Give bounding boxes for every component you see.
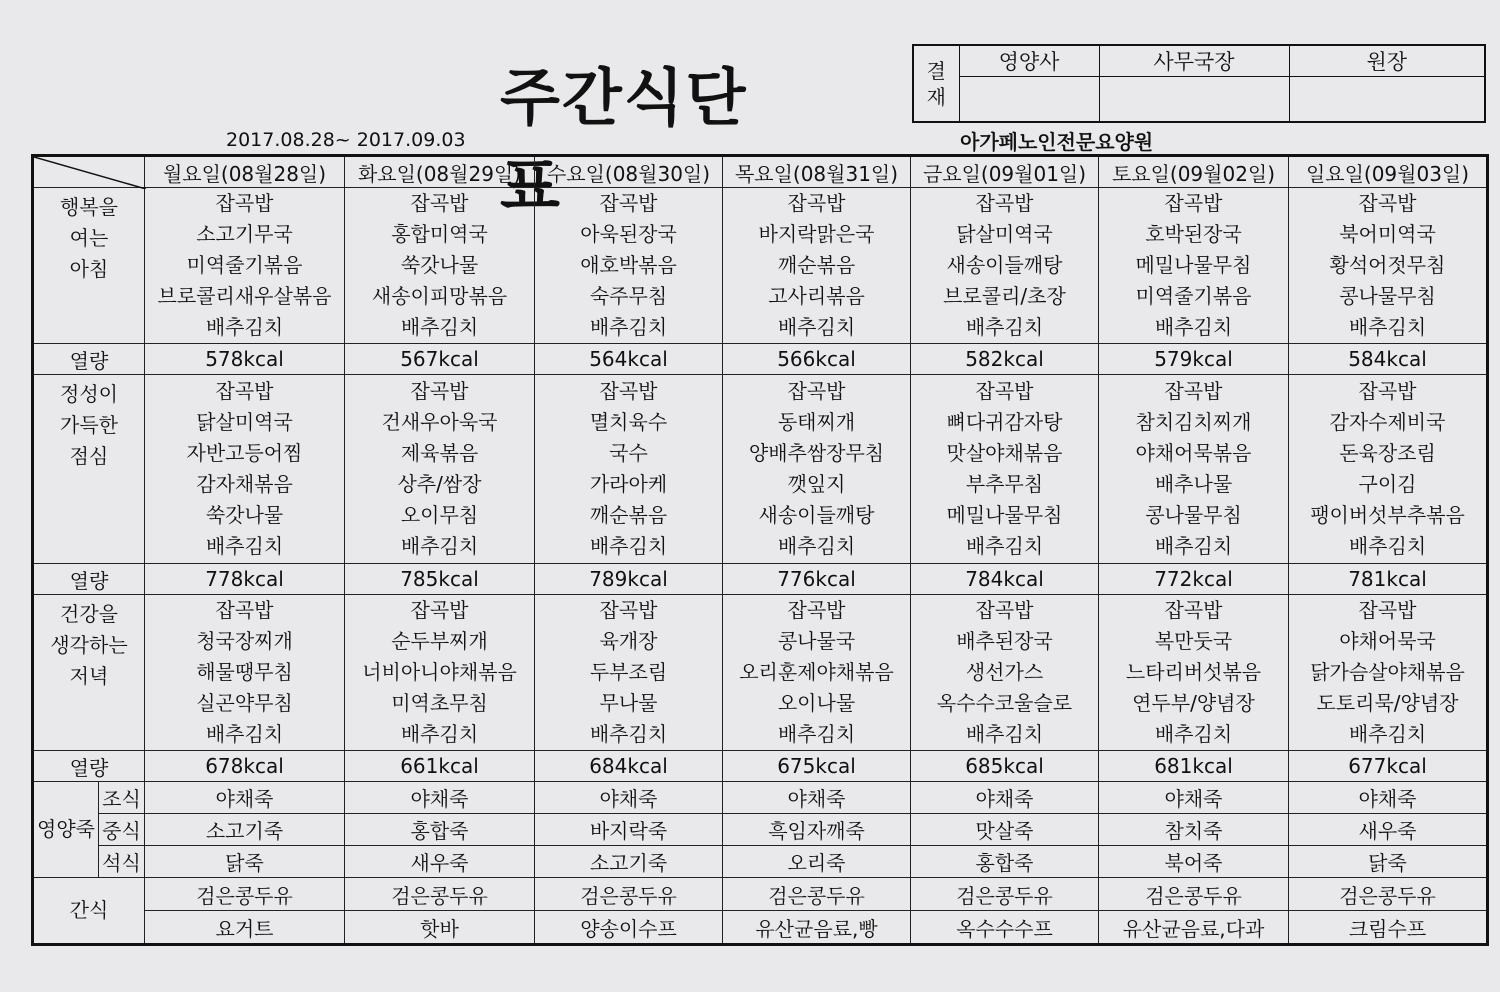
menu-item: 부추무침 <box>965 472 1044 496</box>
porridge-item: 홍합죽 <box>345 814 535 846</box>
menu-item: 바지락맑은국 <box>758 222 875 246</box>
snack-item: 검은콩두유 <box>345 878 535 911</box>
menu-item: 잡곡밥 <box>975 598 1034 622</box>
menu-item: 배추김치 <box>1154 315 1233 339</box>
breakfast-menu-cell <box>1099 188 1289 344</box>
menu-item: 배추김치 <box>1154 534 1233 558</box>
menu-item: 참치김치찌개 <box>1135 410 1252 434</box>
menu-item: 잡곡밥 <box>599 191 658 215</box>
menu-item: 잡곡밥 <box>1358 379 1417 403</box>
day-header: 수요일(08월30일) <box>535 156 723 188</box>
porridge-label: 영양죽 <box>33 782 99 878</box>
menu-item: 메밀나물무침 <box>1135 253 1252 277</box>
day-header: 화요일(08월29일) <box>345 156 535 188</box>
snack-item: 유산균음료,빵 <box>723 911 911 945</box>
calorie-value: 582kcal <box>911 344 1099 375</box>
menu-item: 잡곡밥 <box>410 598 469 622</box>
menu-item: 닭살미역국 <box>196 410 293 434</box>
snack-item: 검은콩두유 <box>1099 878 1289 911</box>
breakfast-menu-cell <box>145 188 345 344</box>
snack-item: 핫바 <box>345 911 535 945</box>
menu-item: 순두부찌개 <box>391 629 488 653</box>
menu-item: 너비아니야채볶음 <box>362 660 517 684</box>
porridge-item: 야채죽 <box>723 782 911 814</box>
porridge-item: 소고기죽 <box>145 814 345 846</box>
menu-item: 미역초무침 <box>391 691 488 715</box>
porridge-item: 맛살죽 <box>911 814 1099 846</box>
calorie-value: 566kcal <box>723 344 911 375</box>
approval-header: 영양사 <box>959 45 1099 77</box>
breakfast-menu-cell <box>535 188 723 344</box>
menu-item: 콩나물국 <box>777 629 856 653</box>
breakfast-calorie-row <box>33 344 1488 375</box>
menu-item: 느타리버섯볶음 <box>1125 660 1262 684</box>
menu-item: 양배추쌈장무침 <box>748 441 885 465</box>
menu-item: 배추김치 <box>589 534 668 558</box>
porridge-item: 흑임자깨죽 <box>723 814 911 846</box>
dinner-label: 건강을 생각하는 저녁 <box>33 595 145 751</box>
porridge-item: 새우죽 <box>345 846 535 878</box>
menu-item: 홍합미역국 <box>391 222 488 246</box>
menu-item: 해물땡무침 <box>196 660 293 684</box>
menu-item: 메밀나물무침 <box>946 503 1063 527</box>
porridge-item: 야채죽 <box>1289 782 1488 814</box>
calorie-value: 567kcal <box>345 344 535 375</box>
menu-item: 배추김치 <box>400 315 479 339</box>
porridge-item: 참치죽 <box>1099 814 1289 846</box>
menu-item: 연두부/양념장 <box>1132 691 1255 715</box>
menu-item: 무나물 <box>599 691 658 715</box>
snack-item: 요거트 <box>145 911 345 945</box>
menu-item: 구이김 <box>1358 472 1417 496</box>
porridge-item: 야채죽 <box>911 782 1099 814</box>
dinner-menu-cell <box>145 595 345 751</box>
snack-row <box>33 911 1488 945</box>
menu-item: 돈육장조림 <box>1339 441 1436 465</box>
approval-box <box>912 44 1486 123</box>
menu-item: 미역줄기볶음 <box>186 253 303 277</box>
calorie-value: 772kcal <box>1099 564 1289 595</box>
menu-item: 잡곡밥 <box>1164 191 1223 215</box>
menu-item: 야채어묵볶음 <box>1135 441 1252 465</box>
dinner-menu-cell <box>1289 595 1488 751</box>
menu-item: 숙주무침 <box>589 284 668 308</box>
calorie-value: 784kcal <box>911 564 1099 595</box>
menu-item: 잡곡밥 <box>975 379 1034 403</box>
day-header: 일요일(09월03일) <box>1289 156 1488 188</box>
menu-item: 가라아케 <box>589 472 668 496</box>
date-range: 2017.08.28~ 2017.09.03 <box>226 129 466 151</box>
lunch-menu-cell <box>723 375 911 564</box>
menu-item: 배추나물 <box>1154 472 1233 496</box>
menu-item: 새송이들깨탕 <box>946 253 1063 277</box>
lunch-menu-cell <box>345 375 535 564</box>
menu-item: 황석어젓무침 <box>1329 253 1446 277</box>
calorie-value: 564kcal <box>535 344 723 375</box>
diagonal-line <box>34 157 146 189</box>
menu-item: 배추김치 <box>965 315 1044 339</box>
porridge-row <box>33 814 1488 846</box>
menu-item: 잡곡밥 <box>787 191 846 215</box>
menu-item: 배추김치 <box>1348 534 1427 558</box>
approval-signature-slot[interactable] <box>959 77 1099 123</box>
calorie-value: 778kcal <box>145 564 345 595</box>
breakfast-menu-cell <box>911 188 1099 344</box>
breakfast-menu-cell <box>345 188 535 344</box>
menu-item: 브로콜리/초장 <box>943 284 1066 308</box>
menu-item: 감자채볶음 <box>196 472 293 496</box>
breakfast-menu-cell <box>723 188 911 344</box>
menu-item: 뼈다귀감자탕 <box>946 410 1063 434</box>
porridge-item: 소고기죽 <box>535 846 723 878</box>
menu-item: 복만둣국 <box>1154 629 1233 653</box>
menu-item: 동태찌개 <box>777 410 856 434</box>
calorie-value: 685kcal <box>911 751 1099 782</box>
menu-item: 잡곡밥 <box>975 191 1034 215</box>
lunch-menu-cell <box>911 375 1099 564</box>
menu-item: 두부조림 <box>589 660 668 684</box>
snack-item: 검은콩두유 <box>1289 878 1488 911</box>
lunch-calorie-row <box>33 564 1488 595</box>
calorie-value: 678kcal <box>145 751 345 782</box>
porridge-item: 바지락죽 <box>535 814 723 846</box>
menu-item: 배추김치 <box>205 722 284 746</box>
menu-item: 잡곡밥 <box>787 379 846 403</box>
menu-item: 멸치육수 <box>589 410 668 434</box>
approval-signature-slot[interactable] <box>1289 77 1485 123</box>
menu-item: 잡곡밥 <box>787 598 846 622</box>
menu-item: 상추/쌈장 <box>397 472 482 496</box>
breakfast-row <box>33 188 1488 344</box>
menu-item: 잡곡밥 <box>410 379 469 403</box>
menu-item: 배추김치 <box>1154 722 1233 746</box>
menu-item: 쑥갓나물 <box>205 503 284 527</box>
menu-item: 쑥갓나물 <box>400 253 479 277</box>
menu-item: 청국장찌개 <box>196 629 293 653</box>
porridge-sublabel: 조식 <box>99 782 145 814</box>
porridge-item: 야채죽 <box>345 782 535 814</box>
dinner-menu-cell <box>723 595 911 751</box>
snack-item: 검은콩두유 <box>723 878 911 911</box>
menu-item: 육개장 <box>599 629 658 653</box>
menu-item: 미역줄기볶음 <box>1135 284 1252 308</box>
porridge-item: 야채죽 <box>145 782 345 814</box>
dinner-row <box>33 595 1488 751</box>
menu-item: 배추김치 <box>965 722 1044 746</box>
menu-item: 닭살미역국 <box>956 222 1053 246</box>
breakfast-menu-cell <box>1289 188 1488 344</box>
menu-item: 북어미역국 <box>1339 222 1436 246</box>
snack-item: 검은콩두유 <box>535 878 723 911</box>
menu-item: 배추김치 <box>205 315 284 339</box>
organization-name: 아가페노인전문요양원 <box>960 130 1154 154</box>
menu-item: 팽이버섯부추볶음 <box>1310 503 1465 527</box>
dinner-menu-cell <box>1099 595 1289 751</box>
menu-item: 닭가슴살야채볶음 <box>1310 660 1465 684</box>
porridge-item: 닭죽 <box>1289 846 1488 878</box>
menu-item: 잡곡밥 <box>1358 598 1417 622</box>
porridge-item: 북어죽 <box>1099 846 1289 878</box>
menu-item: 소고기무국 <box>196 222 293 246</box>
porridge-item: 닭죽 <box>145 846 345 878</box>
porridge-item: 오리죽 <box>723 846 911 878</box>
calorie-label: 열량 <box>33 344 145 375</box>
menu-item: 잡곡밥 <box>215 191 274 215</box>
snack-item: 옥수수수프 <box>911 911 1099 945</box>
corner-diagonal-cell <box>33 156 145 188</box>
menu-item: 잡곡밥 <box>215 598 274 622</box>
menu-item: 건새우아욱국 <box>381 410 498 434</box>
menu-item: 제육볶음 <box>400 441 479 465</box>
calorie-value: 785kcal <box>345 564 535 595</box>
menu-item: 깨순볶음 <box>589 503 668 527</box>
menu-item: 배추김치 <box>589 722 668 746</box>
menu-item: 오리훈제야채볶음 <box>739 660 894 684</box>
snack-item: 크림수프 <box>1289 911 1488 945</box>
lunch-menu-cell <box>145 375 345 564</box>
lunch-menu-cell <box>535 375 723 564</box>
porridge-item: 야채죽 <box>1099 782 1289 814</box>
menu-item: 배추김치 <box>965 534 1044 558</box>
menu-item: 브로콜리새우살볶음 <box>157 284 332 308</box>
snack-label: 간식 <box>33 878 145 945</box>
menu-item: 아욱된장국 <box>580 222 677 246</box>
approval-signature-slot[interactable] <box>1099 77 1289 123</box>
menu-item: 콩나물무침 <box>1145 503 1242 527</box>
menu-item: 잡곡밥 <box>215 379 274 403</box>
lunch-label: 정성이 가득한 점심 <box>33 375 145 564</box>
menu-item: 배추김치 <box>400 534 479 558</box>
porridge-row <box>33 782 1488 814</box>
dinner-menu-cell <box>911 595 1099 751</box>
menu-item: 깻잎지 <box>787 472 846 496</box>
calorie-label: 열량 <box>33 751 145 782</box>
menu-item: 국수 <box>609 441 648 465</box>
page-title: 주간식단표 <box>500 61 748 223</box>
menu-item: 오이나물 <box>777 691 856 715</box>
porridge-sublabel: 석식 <box>99 846 145 878</box>
menu-item: 잡곡밥 <box>599 598 658 622</box>
dinner-menu-cell <box>535 595 723 751</box>
menu-item: 배추김치 <box>589 315 668 339</box>
menu-item: 자반고등어찜 <box>186 441 303 465</box>
snack-item: 검은콩두유 <box>145 878 345 911</box>
menu-item: 새송이들깨탕 <box>758 503 875 527</box>
calorie-value: 579kcal <box>1099 344 1289 375</box>
calorie-value: 776kcal <box>723 564 911 595</box>
menu-item: 오이무침 <box>400 503 479 527</box>
menu-item: 실곤약무침 <box>196 691 293 715</box>
dinner-menu-cell <box>345 595 535 751</box>
menu-item: 배추된장국 <box>956 629 1053 653</box>
snack-item: 양송이수프 <box>535 911 723 945</box>
menu-item: 배추김치 <box>1348 722 1427 746</box>
menu-item: 배추김치 <box>205 534 284 558</box>
calorie-label: 열량 <box>33 564 145 595</box>
porridge-row <box>33 846 1488 878</box>
menu-item: 배추김치 <box>777 534 856 558</box>
breakfast-label: 행복을 여는 아침 <box>33 188 145 344</box>
menu-item: 생선가스 <box>965 660 1044 684</box>
menu-item: 야채어묵국 <box>1339 629 1436 653</box>
approval-header: 사무국장 <box>1099 45 1289 77</box>
calorie-value: 677kcal <box>1289 751 1488 782</box>
menu-item: 콩나물무침 <box>1339 284 1436 308</box>
snack-row <box>33 878 1488 911</box>
day-header: 월요일(08월28일) <box>145 156 345 188</box>
calorie-value: 684kcal <box>535 751 723 782</box>
menu-item: 배추김치 <box>777 722 856 746</box>
menu-item: 감자수제비국 <box>1329 410 1446 434</box>
lunch-menu-cell <box>1289 375 1488 564</box>
porridge-item: 새우죽 <box>1289 814 1488 846</box>
menu-item: 잡곡밥 <box>410 191 469 215</box>
menu-item: 잡곡밥 <box>1358 191 1417 215</box>
approval-side-label: 결 재 <box>913 45 959 122</box>
day-header: 토요일(09월02일) <box>1099 156 1289 188</box>
lunch-row <box>33 375 1488 564</box>
menu-item: 고사리볶음 <box>768 284 865 308</box>
snack-item: 검은콩두유 <box>911 878 1099 911</box>
day-header: 금요일(09월01일) <box>911 156 1099 188</box>
menu-item: 옥수수코울슬로 <box>936 691 1073 715</box>
menu-item: 배추김치 <box>777 315 856 339</box>
calorie-value: 584kcal <box>1289 344 1488 375</box>
dinner-calorie-row <box>33 751 1488 782</box>
porridge-item: 홍합죽 <box>911 846 1099 878</box>
menu-item: 맛살야채볶음 <box>946 441 1063 465</box>
menu-item: 도토리묵/양념장 <box>1316 691 1459 715</box>
menu-item: 새송이피망볶음 <box>371 284 508 308</box>
menu-item: 애호박볶음 <box>580 253 677 277</box>
menu-item: 잡곡밥 <box>599 379 658 403</box>
lunch-menu-cell <box>1099 375 1289 564</box>
calorie-value: 675kcal <box>723 751 911 782</box>
calorie-value: 781kcal <box>1289 564 1488 595</box>
porridge-sublabel: 중식 <box>99 814 145 846</box>
calorie-value: 661kcal <box>345 751 535 782</box>
approval-header: 원장 <box>1289 45 1485 77</box>
menu-item: 호박된장국 <box>1145 222 1242 246</box>
menu-item: 잡곡밥 <box>1164 598 1223 622</box>
day-header: 목요일(08월31일) <box>723 156 911 188</box>
menu-item: 배추김치 <box>400 722 479 746</box>
menu-item: 잡곡밥 <box>1164 379 1223 403</box>
snack-item: 유산균음료,다과 <box>1099 911 1289 945</box>
calorie-value: 789kcal <box>535 564 723 595</box>
calorie-value: 681kcal <box>1099 751 1289 782</box>
menu-item: 깨순볶음 <box>777 253 856 277</box>
calorie-value: 578kcal <box>145 344 345 375</box>
porridge-item: 야채죽 <box>535 782 723 814</box>
weekly-menu-table <box>31 154 1489 946</box>
menu-item: 배추김치 <box>1348 315 1427 339</box>
day-header-row <box>33 156 1488 188</box>
